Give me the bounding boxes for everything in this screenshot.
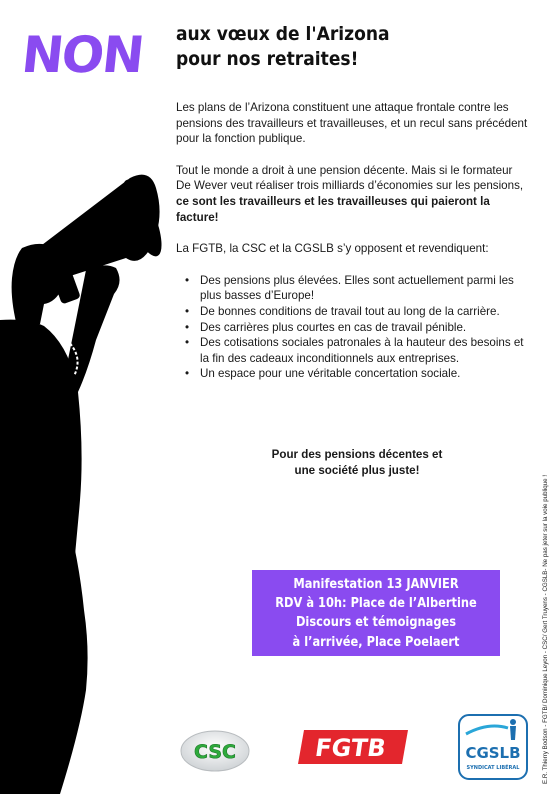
headline bbox=[176, 22, 390, 72]
fgtb-logo-text: FGTB bbox=[313, 734, 388, 762]
list-item: • Des pensions plus élevées. Elles sont actuellement parmi les plus basses d’Europe! bbox=[200, 273, 528, 304]
event-date: Manifestation 13 JANVIER bbox=[293, 576, 459, 592]
event-meeting-point: RDV à 10h: Place de l’Albertine bbox=[275, 595, 477, 612]
list-item: • De bonnes conditions de travail tout au long de la carrière. bbox=[200, 304, 528, 320]
paragraph-de-wever-text: Tout le monde a droit à une pension décente. Mais si le formateur De Wever veut réaliser trois milliards d’économies sur les pensions, bbox=[176, 163, 524, 193]
demands-list bbox=[176, 273, 528, 382]
event-arrival: à l’arrivée, Place Poelaert bbox=[292, 633, 460, 650]
paragraph-de-wever-emphasis: ce sont les travailleurs et les travailleuses qui paieront la facture! bbox=[176, 194, 490, 224]
event-speeches: Discours et témoignages bbox=[295, 614, 457, 631]
headline-line2: pour nos retraites! bbox=[176, 48, 359, 70]
paragraph-intro: Les plans de l’Arizona constituent une attaque frontale contre les pensions des travailleurs et travailleuses, et un recul sans précédent pour la fonction publique. bbox=[176, 101, 528, 146]
headline-line1: aux vœux de l'Arizona bbox=[176, 23, 390, 45]
closing-slogan bbox=[222, 447, 492, 478]
cgslb-logo bbox=[458, 714, 528, 780]
fgtb-logo bbox=[298, 730, 408, 764]
closing-line1: Pour des pensions décentes et bbox=[271, 448, 443, 461]
non-title: NON bbox=[18, 26, 146, 84]
paragraph-de-wever bbox=[176, 163, 528, 225]
csc-logo bbox=[179, 730, 251, 772]
cgslb-logo-subtext: SYNDICAT LIBÉRAL bbox=[466, 765, 520, 771]
cgslb-logo-text: CGSLB bbox=[465, 744, 521, 762]
paragraph-unions: La FGTB, la CSC et la CGSLB s’y opposent et revendiquent: bbox=[176, 242, 489, 256]
megaphone-silhouette-icon bbox=[0, 170, 175, 794]
closing-line2: une société plus juste! bbox=[294, 463, 420, 477]
csc-logo-text: CSC bbox=[194, 741, 236, 763]
body-text bbox=[176, 100, 528, 382]
legal-notice: E.R. Thierry Bodson - FGTB/ Dominique Leyon - CSC/ Gert Truyens - CGSLB- Ne pas jeter sur la voie publique ! bbox=[542, 474, 549, 784]
event-callout-text bbox=[270, 575, 482, 652]
list-item: • Des cotisations sociales patronales à la hauteur des besoins et la fin des cadeaux inconditionnels aux entreprises. bbox=[200, 335, 528, 366]
list-item: • Des carrières plus courtes en cas de travail pénible. bbox=[200, 320, 528, 336]
list-item: • Un espace pour une véritable concertation sociale. bbox=[200, 366, 528, 382]
